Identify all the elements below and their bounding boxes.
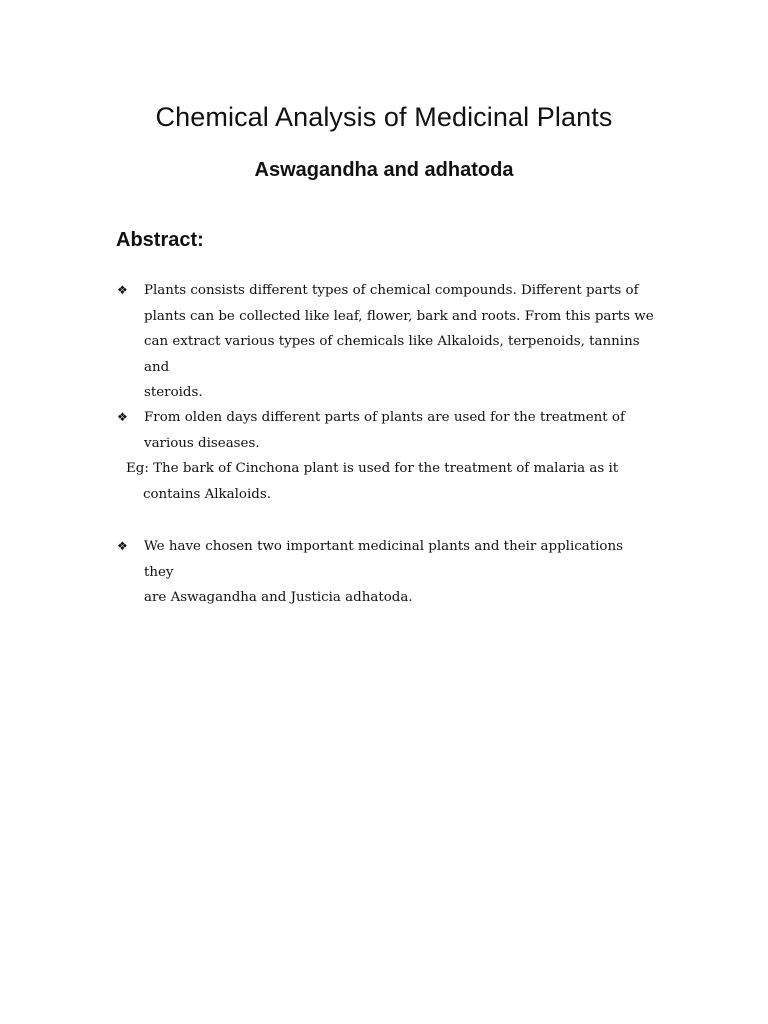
document-subtitle: Aswagandha and adhatoda [254,159,514,181]
text-line: steroids. [144,385,203,401]
abstract-bullet-3 [116,534,656,611]
bullet-text [144,278,656,406]
diamond-bullet-icon: ❖ [117,283,128,297]
text-line: From olden days different parts of plants are used for the treatment of [144,410,625,425]
bullet-text [144,405,656,456]
diamond-bullet-icon: ❖ [117,410,128,424]
diamond-bullet-icon: ❖ [117,539,128,553]
text-line: Plants consists different types of chemical compounds. Different parts of [144,283,639,298]
abstract-bullet-1 [116,278,656,406]
example-continuation: contains Alkaloids. [143,486,271,502]
bullet-text [144,534,656,611]
text-line: various diseases. [144,435,260,451]
text-line: We have chosen two important medicinal plants and their applications they [144,539,623,580]
document-title: Chemical Analysis of Medicinal Plants [155,102,613,132]
example-line: Eg: The bark of Cinchona plant is used for the treatment of malaria as it [126,461,619,477]
text-line: can extract various types of chemicals like Alkaloids, terpenoids, tannins and [144,334,640,375]
abstract-heading: Abstract: [116,229,204,251]
text-line: are Aswagandha and Justicia adhatoda. [144,590,413,606]
text-line: plants can be collected like leaf, flower, bark and roots. From this parts we [144,308,654,324]
abstract-bullet-2 [116,405,656,507]
